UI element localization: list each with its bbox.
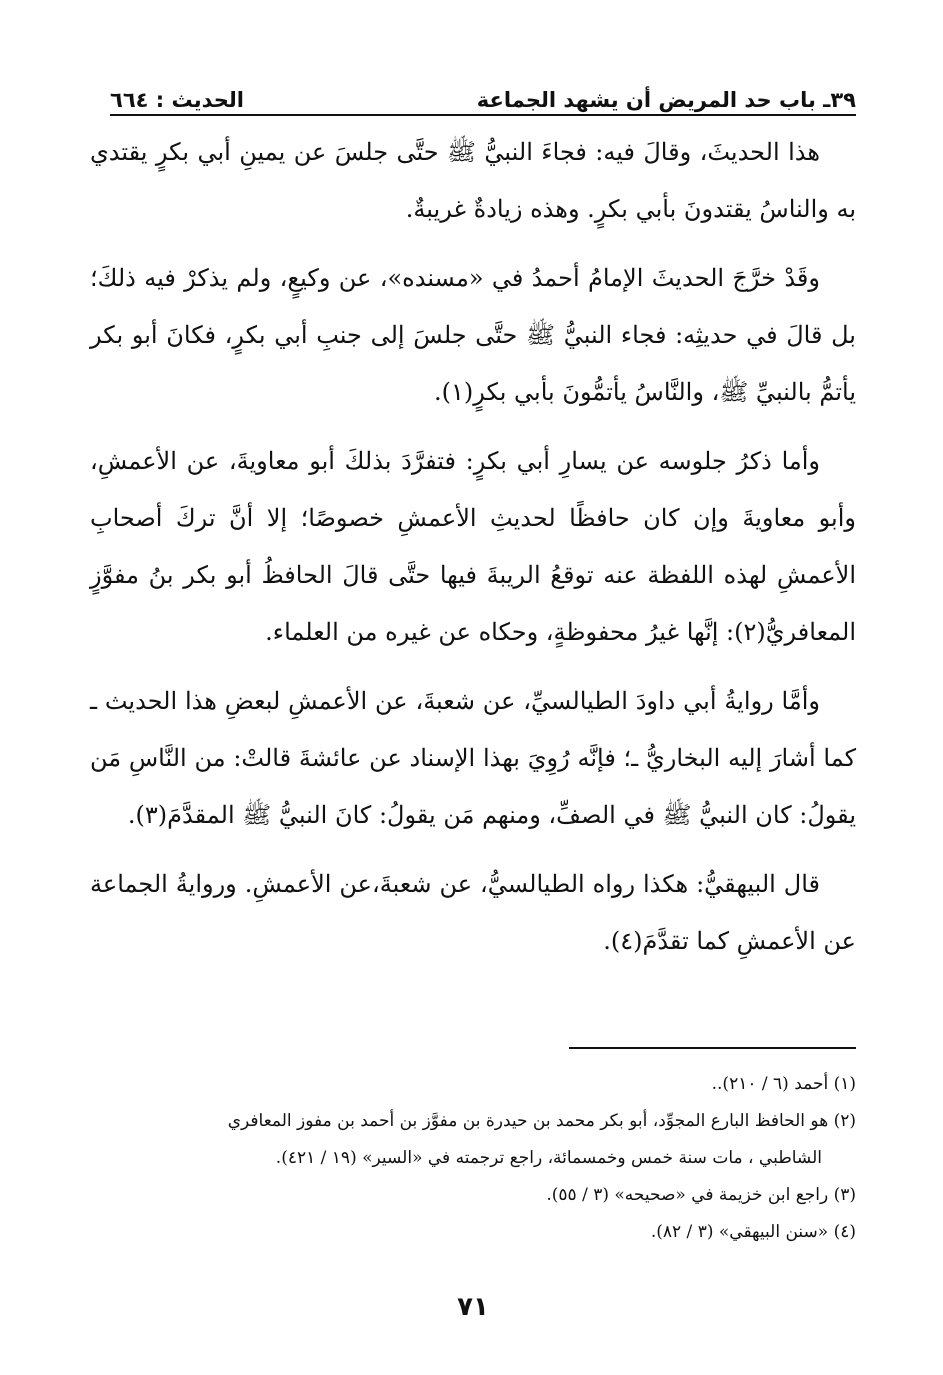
page-number: ٧١ [457,1292,489,1322]
paragraph-4: وأمَّا روايةُ أبي داودَ الطيالسيِّ، عن شعبةَ، عن الأعمشِ لبعضِ هذا الحديث ـ كما أشارَ إليه البخاريُّ ـ؛ فإنَّه رُوِيَ بهذا الإسناد عن عائشةَ قالتْ: من النَّاسِ مَن يقولُ: كان النبيُّ ﷺ في الصفِّ، ومنهم مَن يقولُ: كانَ النبيُّ ﷺ المقدَّمَ(٣). [90,687,856,829]
footnote-1: (١) أحمد (٦ / ٢١٠).. [711,1074,856,1094]
chapter-title: ٣٩ـ باب حد المريض أن يشهد الجماعة [476,88,856,112]
footnote-2-continuation: الشاطبي ، مات سنة خمس وخمسمائة، راجع ترجمته في «السير» (١٩ / ٤٢١). [275,1148,822,1168]
book-page [90,60,856,1330]
running-header [110,72,856,112]
header-divider [110,114,856,116]
paragraph-5: قال البيهقيُّ: هكذا رواه الطيالسيُّ، عن شعبةَ،عن الأعمشِ. وروايةُ الجماعة عن الأعمشِ كما تقدَّمَ(٤). [90,870,856,955]
footnote-3: (٣) راجع ابن خزيمة في «صحيحه» (٣ / ٥٥). [546,1185,856,1205]
footnote-4: (٤) «سنن البيهقي» (٣ / ٨٢). [650,1222,856,1242]
paragraph-3: وأما ذكرُ جلوسه عن يسارِ أبي بكرٍ: فتفرَّدَ بذلكَ أبو معاويةَ، عن الأعمشِ، وأبو معاويةَ وإن كان حافظًا لحديثِ الأعمشِ خصوصًا؛ إلا أنَّ تركَ أصحابِ الأعمشِ لهذه اللفظة عنه توقعُ الريبةَ فيها حتَّى قالَ الحافظُ أبو بكر بنُ مفوَّزٍ المعافريُّ(٢): إنَّها غيرُ محفوظةٍ، وحكاه عن غيره من العلماء. [90,447,856,646]
footnote-2: (٢) هو الحافظ البارع المجوِّد، أبو بكر محمد بن حيدرة بن مفوَّز بن أحمد بن مفوز المعافري [227,1111,856,1131]
paragraph-1: هذا الحديثَ، وقالَ فيه: فجاءَ النبيُّ ﷺ حتَّى جلسَ عن يمينِ أبي بكرٍ يقتدي به والناسُ يقتدونَ بأبي بكرٍ. وهذه زيادةٌ غريبةٌ. [90,138,856,223]
footnotes [90,1066,856,1251]
main-text [90,124,856,982]
footnote-divider [569,1047,856,1049]
paragraph-2: وقَدْ خرَّجَ الحديثَ الإمامُ أحمدُ في «مسنده»، عن وكيعٍ، ولم يذكرْ فيه ذلكَ؛ بل قالَ في حديثِه: فجاء النبيُّ ﷺ حتَّى جلسَ إلى جنبِ أبي بكرٍ، فكانَ أبو بكر يأتمُّ بالنبيِّ ﷺ، والنَّاسُ يأتمُّونَ بأبي بكرٍ(١). [90,264,856,406]
hadith-number: الحديث : ٦٦٤ [110,88,244,112]
